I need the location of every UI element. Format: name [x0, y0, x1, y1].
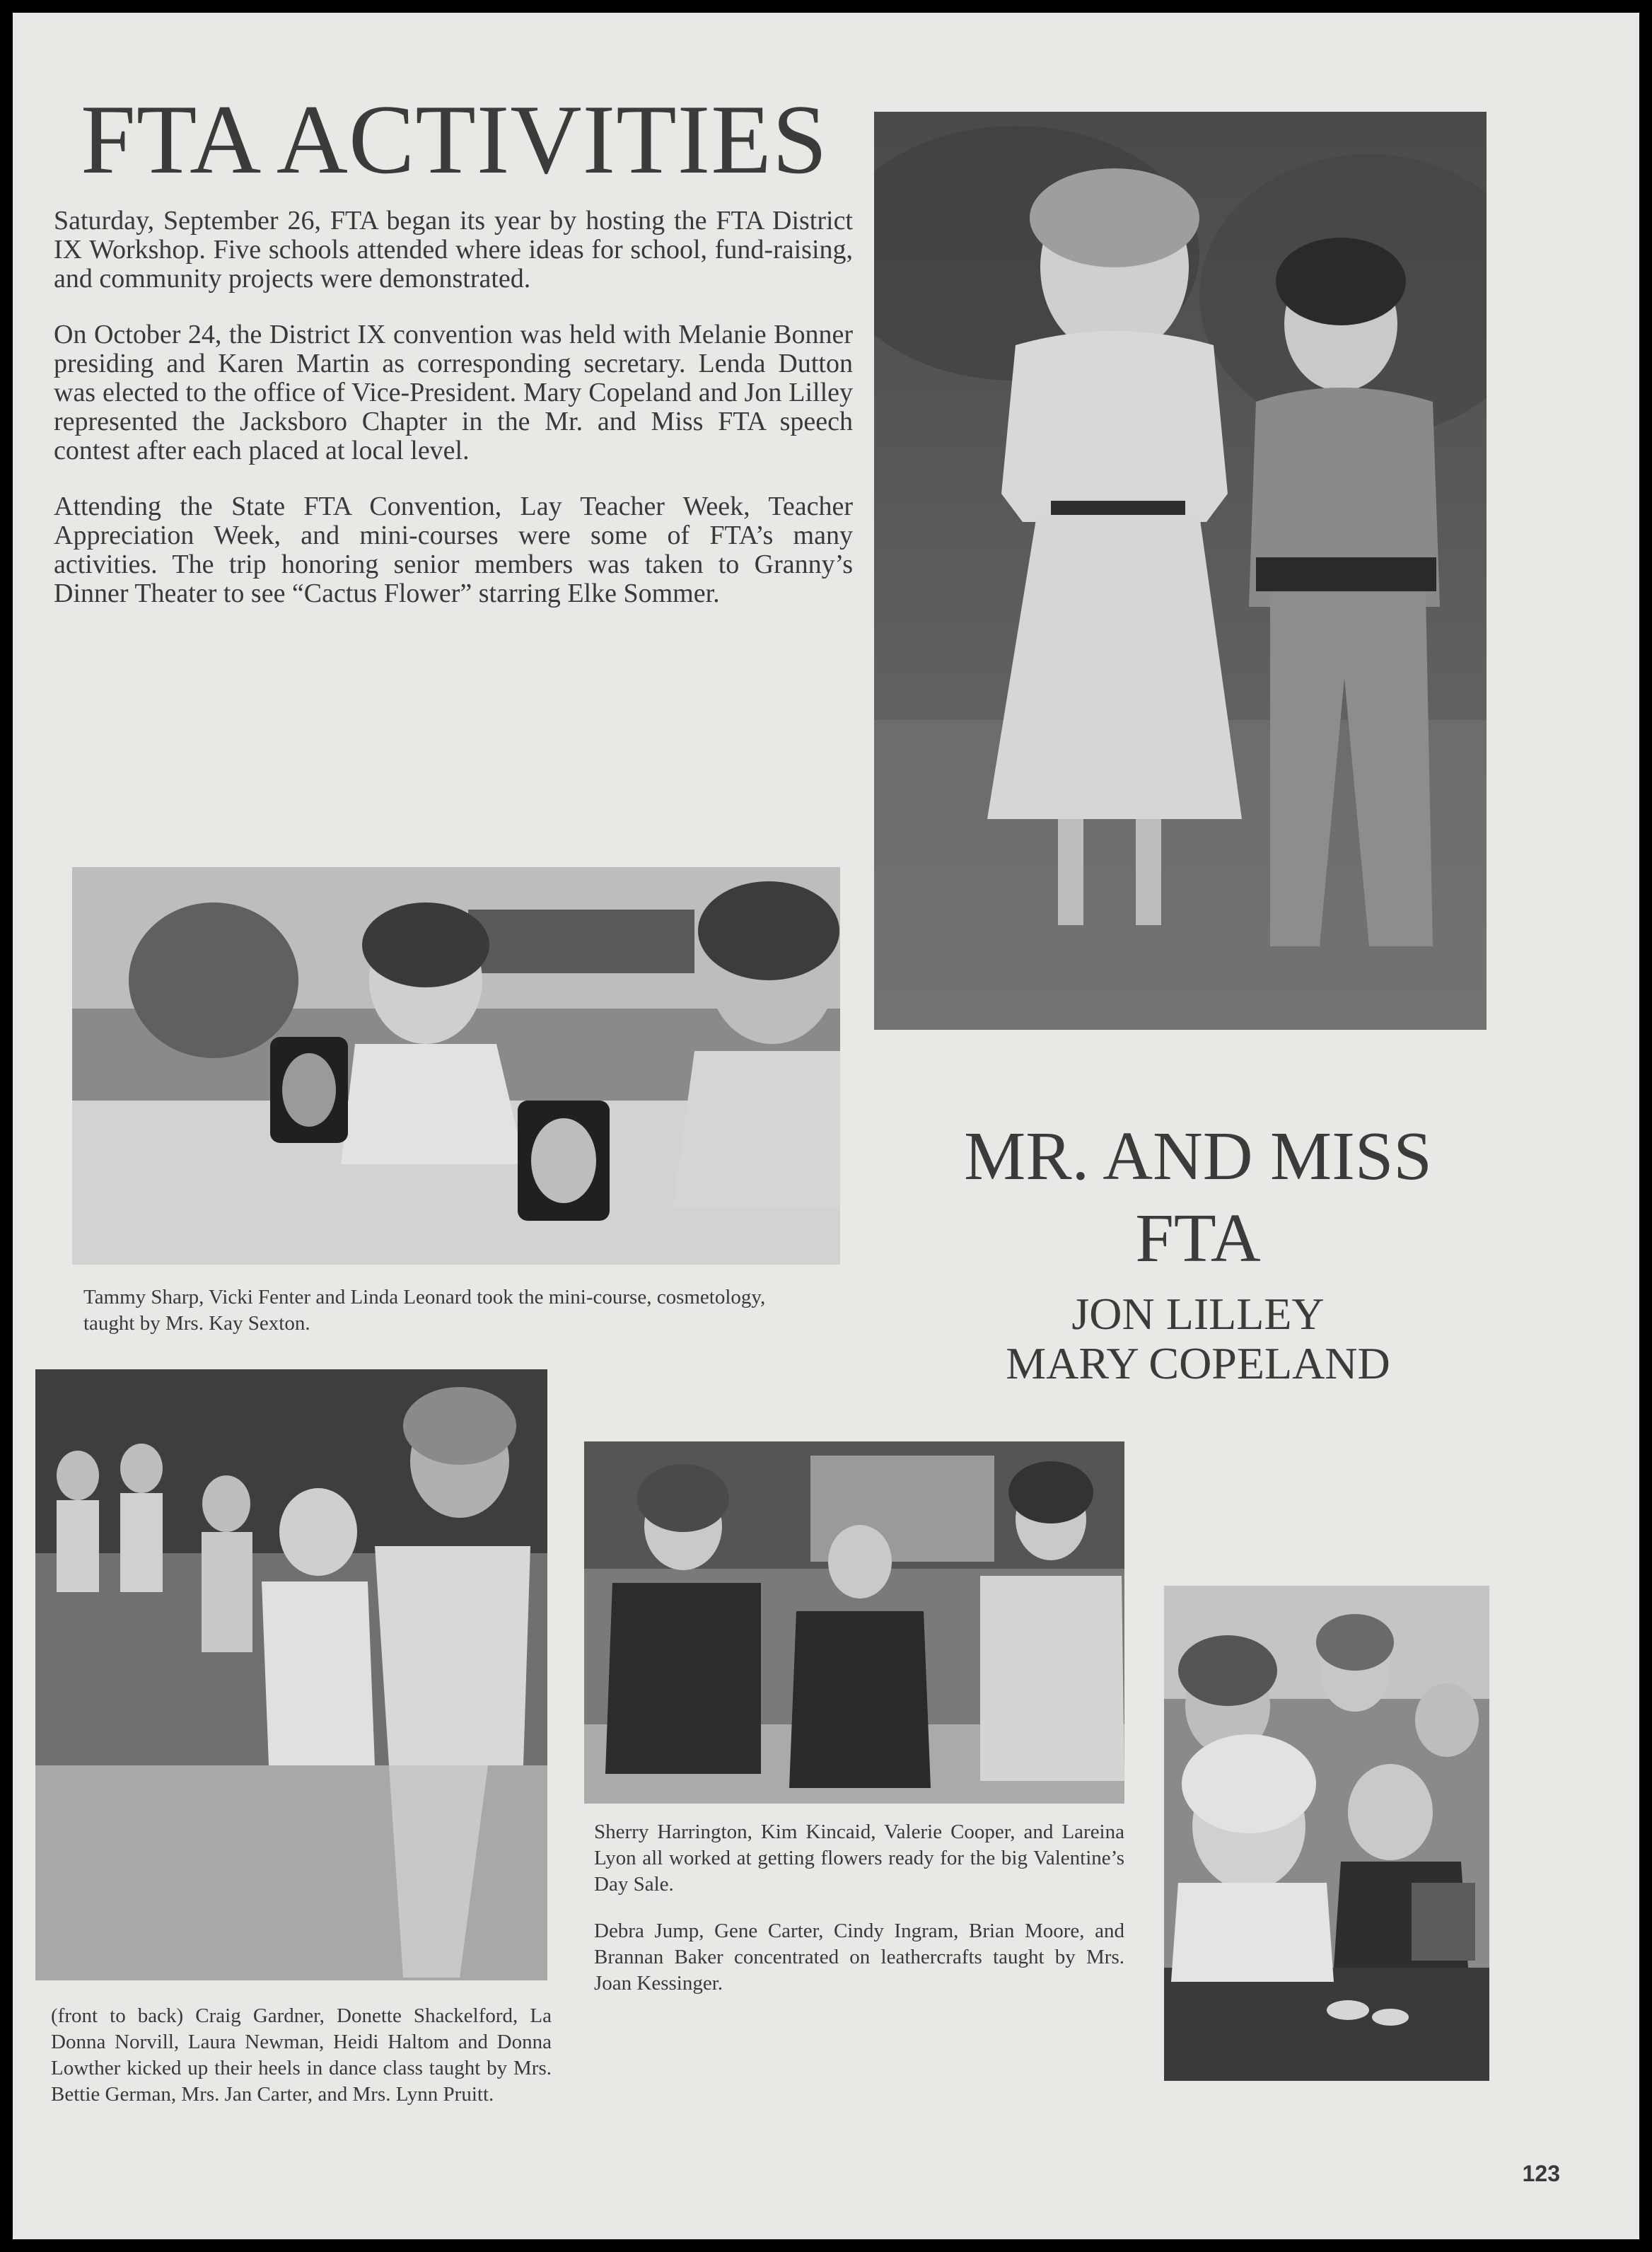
mr-miss-heading-line1: MR. AND MISS	[964, 1118, 1432, 1195]
dance-class-photo	[35, 1369, 547, 1980]
mr-fta-name: JON LILLEY	[1071, 1289, 1325, 1339]
paragraph-3: Attending the State FTA Convention, Lay Teacher Week, Teacher Appreciation Week, and mini-courses were some of FTA’s many activities. The trip honoring senior members was taken to Granny’s Dinner Theater to see “Cactus Flower” starring Elke Sommer.	[54, 492, 853, 609]
valentine-flowers-photo	[584, 1441, 1124, 1804]
cosmetology-caption: Tammy Sharp, Vicki Fenter and Linda Leonard took the mini-course, cosmetology, taught by Mrs. Kay Sexton.	[83, 1286, 766, 1335]
valentine-flowers-caption: Sherry Harrington, Kim Kincaid, Valerie Cooper, and Lareina Lyon all worked at getting flowers ready for the big Valentine’s Day Sale.	[594, 1821, 1124, 1896]
paragraph-1: Saturday, September 26, FTA began its year by hosting the FTA District IX Workshop. Five schools attended where ideas for school, fund-raising, and community projects were demonstrated.	[54, 206, 853, 294]
page-title: FTA ACTIVITIES	[81, 85, 828, 195]
article-body	[54, 207, 853, 635]
page-number: 123	[1522, 2161, 1560, 2186]
mr-miss-fta-photo	[874, 112, 1487, 1030]
leathercraft-photo	[1164, 1586, 1489, 2081]
dance-class-caption: (front to back) Craig Gardner, Donette Shackelford, La Donna Norvill, Laura Newman, Heidi Haltom and Donna Lowther kicked up their heels in dance class taught by Mrs. Bettie German, Mrs. Jan Carter, and Mrs. Lynn Pruitt.	[51, 2004, 552, 2106]
paragraph-2: On October 24, the District IX convention was held with Melanie Bonner presiding and Karen Martin as corresponding secretary. Lenda Dutton was elected to the office of Vice-President. Mary Copeland and Jon Lilley represented the Jacksboro Chapter in the Mr. and Miss FTA speech contest after each placed at local level.	[54, 320, 853, 466]
yearbook-page	[13, 13, 1639, 2239]
cosmetology-photo	[72, 867, 840, 1265]
miss-fta-name: MARY COPELAND	[1006, 1338, 1390, 1388]
mr-miss-heading-line2: FTA	[1135, 1200, 1261, 1277]
leathercraft-caption: Debra Jump, Gene Carter, Cindy Ingram, Brian Moore, and Brannan Baker concentrated on leathercrafts taught by Mrs. Joan Kessinger.	[594, 1920, 1124, 1995]
